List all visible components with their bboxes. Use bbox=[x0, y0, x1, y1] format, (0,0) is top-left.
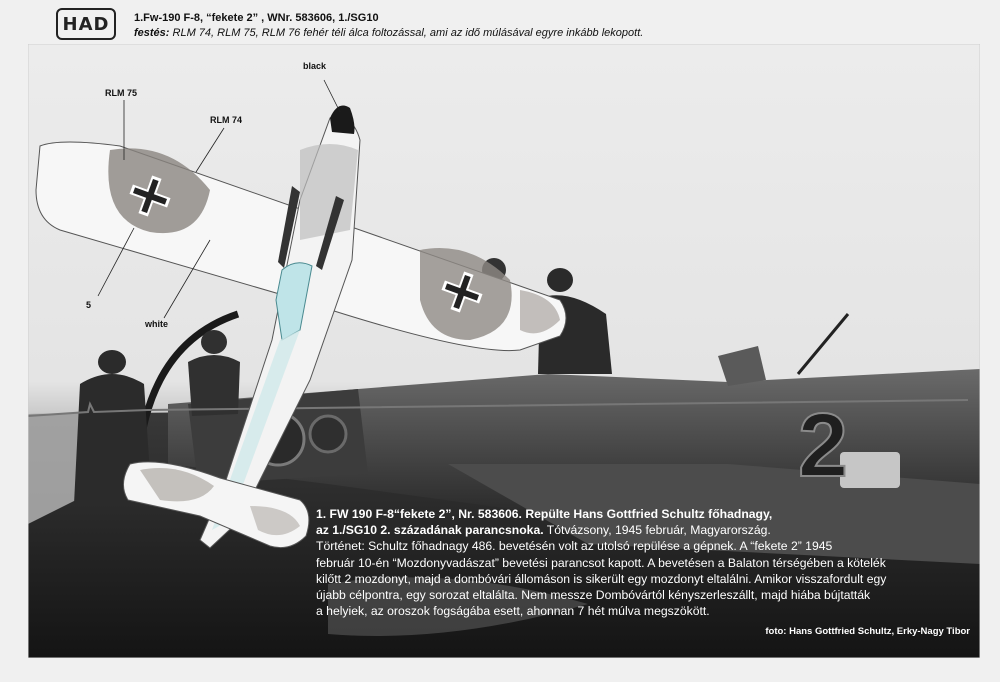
fuel-drum bbox=[840, 452, 900, 488]
callout-white: white bbox=[145, 319, 169, 329]
caption-line: február 10-én “Mozdonyvadászat” bevetési parancsot kapott. A bevetésen a Balaton térségében a kötelék bbox=[316, 555, 886, 570]
engine-cylinder-2 bbox=[310, 416, 346, 452]
callout-rlm74: RLM 74 bbox=[210, 115, 243, 125]
aircraft-title: 1.Fw-190 F-8, “fekete 2” , WNr. 583606, 1./SG10 bbox=[134, 12, 379, 24]
photo-credit: foto: Hans Gottfried Schultz, Erky-Nagy Tibor bbox=[765, 626, 970, 637]
fuselage-number: 2 bbox=[798, 396, 849, 496]
paint-description bbox=[134, 27, 643, 39]
caption-title-2 bbox=[316, 522, 966, 538]
caption-unit: az 1./SG10 2. századának parancsnoka. bbox=[316, 523, 544, 538]
logo-mark: HAD bbox=[56, 8, 116, 40]
callout-rlm75: RLM 75 bbox=[105, 88, 138, 98]
history-caption bbox=[316, 506, 966, 619]
caption-line: kilőtt 2 mozdonyt, majd a dombóvári állomáson is sikerült egy mozdonyt eltalálni. Amikor visszafordult egy bbox=[316, 571, 887, 586]
paint-text: RLM 74, RLM 75, RLM 76 fehér téli álca foltozással, ami az idő múlásával egyre inkább lekopott. bbox=[169, 27, 644, 39]
callout-black: black bbox=[303, 61, 327, 71]
caption-line: újabb célpontra, egy sorozat eltalálta. Nem messze Dombóvártól kényszerleszállt, majd hiába bújtatták bbox=[316, 588, 871, 603]
caption-line: Történet: Schultz főhadnagy 486. bevetésén volt az utolsó repülése a gépnek. A “fekete 2” 1945 bbox=[316, 539, 833, 554]
paint-label: festés: bbox=[134, 27, 170, 39]
caption-place-date: Tótvázsony, 1945 február, Magyarország. bbox=[543, 523, 771, 538]
caption-line: a helyiek, az oroszok fogságába esett, ahonnan 7 hét múlva megszökött. bbox=[316, 604, 710, 619]
caption-title-1: 1. FW 190 F-8“fekete 2”, Nr. 583606. Repülte Hans Gottfried Schultz főhadnagy, bbox=[316, 507, 773, 521]
callout-5: 5 bbox=[86, 300, 92, 310]
